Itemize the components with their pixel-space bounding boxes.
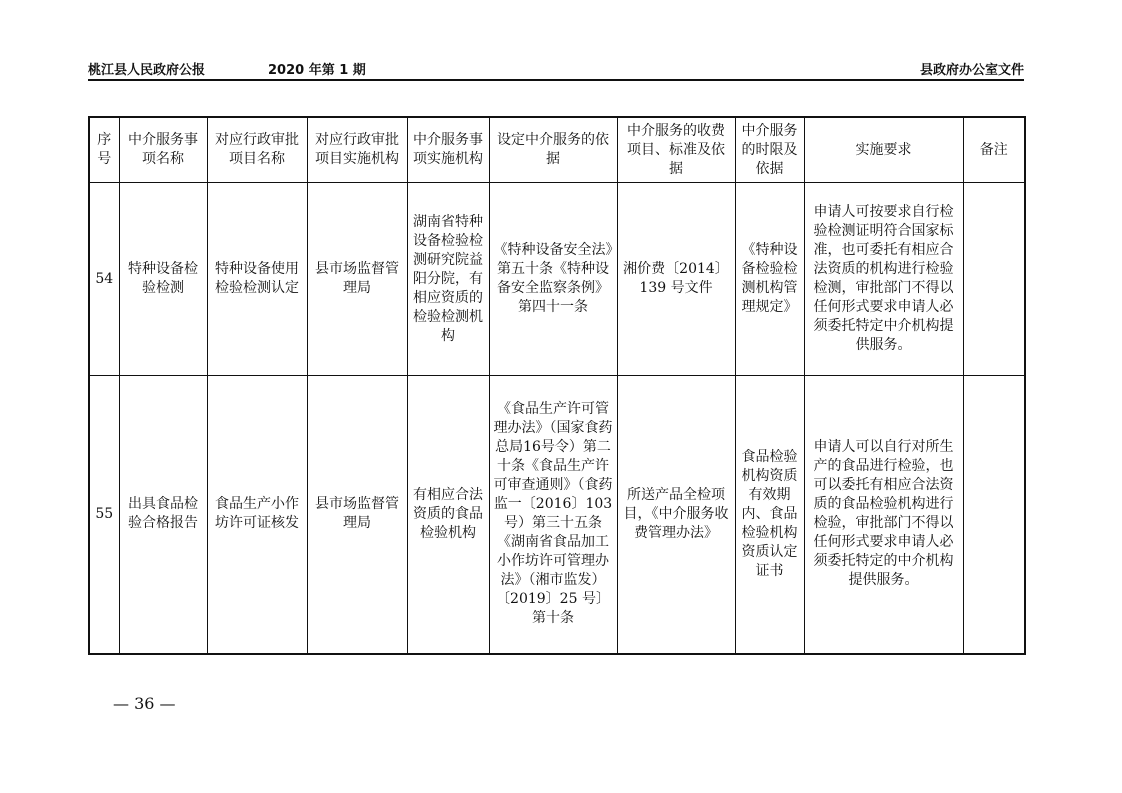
cell-time-limit: 《特种设备检验检测机构管理规定》 <box>735 183 804 376</box>
cell-time-limit: 食品检验机构资质有效期内、食品检验机构资质认定证书 <box>735 376 804 654</box>
cell-remark <box>963 183 1025 376</box>
header-service: 中介服务事项名称 <box>119 117 207 183</box>
cell-fee: 湘价费〔2014〕139 号文件 <box>617 183 735 376</box>
header-approval-agency: 对应行政审批项目实施机构 <box>307 117 407 183</box>
page-header <box>88 56 1024 78</box>
cell-basis: 《特种设备安全法》第五十条《特种设备安全监察条例》第四十一条 <box>489 183 617 376</box>
document-category: 县政府办公室文件 <box>919 63 1024 78</box>
header-time-limit: 中介服务的时限及依据 <box>735 117 804 183</box>
page-number: — 36 — <box>113 694 176 713</box>
cell-approval-item: 食品生产小作坊许可证核发 <box>207 376 307 654</box>
header-service-agency: 中介服务事项实施机构 <box>407 117 489 183</box>
cell-basis: 《食品生产许可管理办法》（国家食药总局16号令）第二十条《食品生产许可审查通则》（食药监一〔2016〕103 号）第三十五条《湖南省食品加工小作坊许可管理办法》（湘市监发）〔2019〕25 号〕第十条 <box>489 376 617 654</box>
header-basis: 设定中介服务的依据 <box>489 117 617 183</box>
issue-number: 2020 年第 1 期 <box>268 63 366 78</box>
header-requirement: 实施要求 <box>804 117 963 183</box>
publication-title: 桃江县人民政府公报 <box>88 63 206 78</box>
cell-service: 出具食品检验合格报告 <box>119 376 207 654</box>
cell-remark <box>963 376 1025 654</box>
header-fee: 中介服务的收费项目、标准及依据 <box>617 117 735 183</box>
cell-service-agency: 湖南省特种设备检验检测研究院益阳分院，有相应资质的检验检测机构 <box>407 183 489 376</box>
cell-service: 特种设备检验检测 <box>119 183 207 376</box>
header-approval-item: 对应行政审批项目名称 <box>207 117 307 183</box>
cell-no: 55 <box>89 376 119 654</box>
cell-requirement: 申请人可按要求自行检验检测证明符合国家标准，也可委托有相应合法资质的机构进行检验检测，审批部门不得以任何形式要求申请人必须委托特定中介机构提供服务。 <box>804 183 963 376</box>
table-row <box>89 376 1025 654</box>
intermediary-service-table <box>88 116 1026 655</box>
table-row <box>89 183 1025 376</box>
cell-no: 54 <box>89 183 119 376</box>
cell-approval-agency: 县市场监督管理局 <box>307 376 407 654</box>
header-remark: 备注 <box>963 117 1025 183</box>
cell-fee: 所送产品全检项目，《中介服务收费管理办法》 <box>617 376 735 654</box>
cell-service-agency: 有相应合法资质的食品检验机构 <box>407 376 489 654</box>
cell-approval-agency: 县市场监督管理局 <box>307 183 407 376</box>
cell-approval-item: 特种设备使用检验检测认定 <box>207 183 307 376</box>
header-rule <box>88 79 1024 81</box>
header-no: 序号 <box>89 117 119 183</box>
table-header-row <box>89 117 1025 183</box>
cell-requirement: 申请人可以自行对所生产的食品进行检验，也可以委托有相应合法资质的食品检验机构进行检验，审批部门不得以任何形式要求申请人必须委托特定的中介机构提供服务。 <box>804 376 963 654</box>
